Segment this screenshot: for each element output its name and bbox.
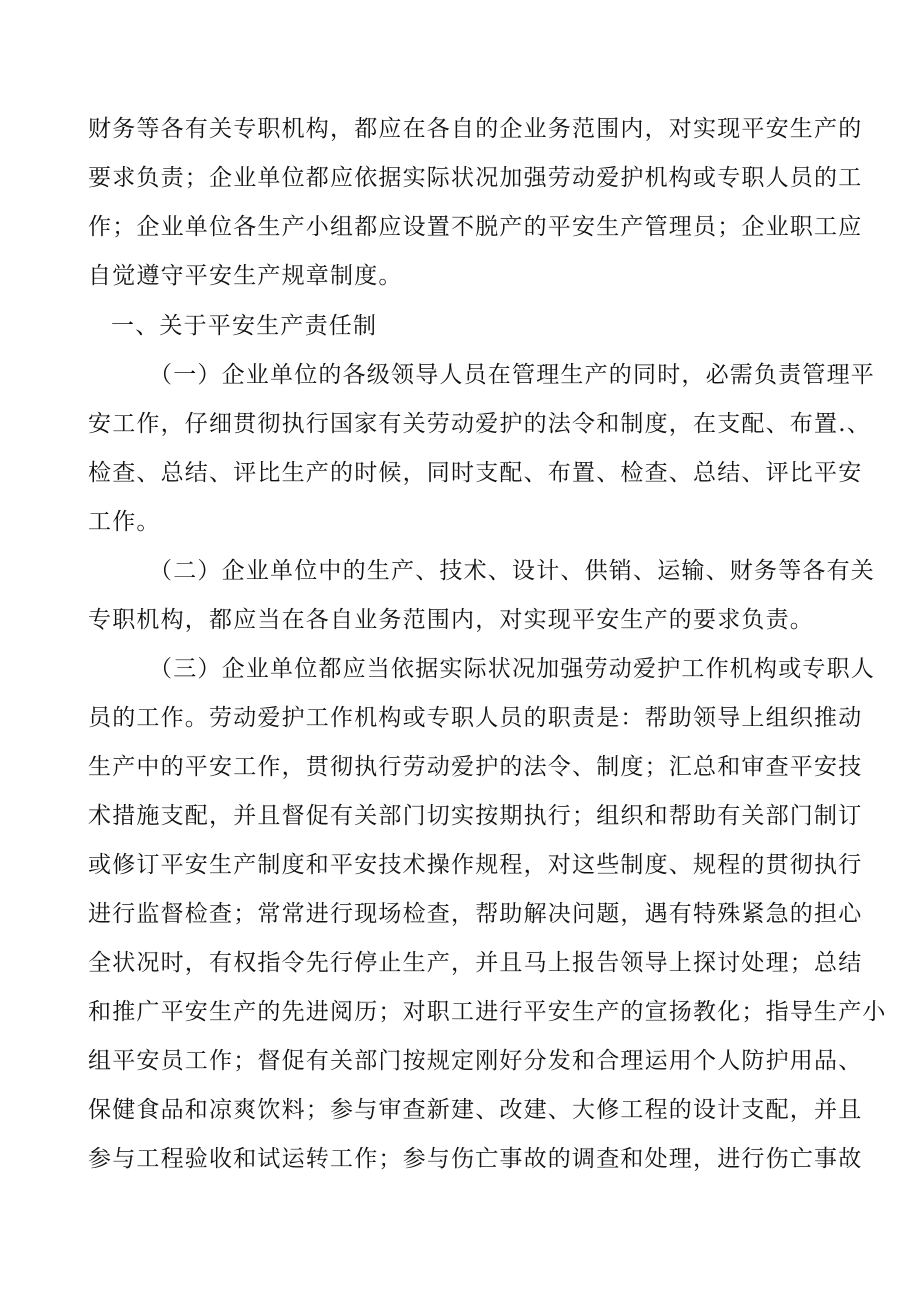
- text-line: 安工作，仔细贯彻执行国家有关劳动爱护的法令和制度，在支配、布置.、: [88, 411, 871, 437]
- text-line: 或修订平安生产制度和平安技术操作规程，对这些制度、规程的贯彻执行: [88, 852, 863, 878]
- text-line: 生产中的平安工作，贯彻执行劳动爱护的法令、制度；汇总和审查平安技: [88, 754, 863, 780]
- text-line: 作；企业单位各生产小组都应设置不脱产的平安生产管理员；企业职工应: [88, 214, 863, 240]
- text-line: 财务等各有关专职机构，都应在各自的企业务范围内，对实现平安生产的: [88, 116, 863, 142]
- text-line: 保健食品和凉爽饮料；参与审查新建、改建、大修工程的设计支配，并且: [88, 1097, 863, 1123]
- text-line: 全状况时，有权指令先行停止生产，并且马上报告领导上探讨处理；总结: [88, 950, 863, 976]
- text-line: 要求负责；企业单位都应依据实际状况加强劳动爱护机构或专职人员的工: [88, 165, 863, 191]
- text-line: 进行监督检查；常常进行现场检查，帮助解决问题，遇有特殊紧急的担心: [88, 901, 863, 927]
- text-line: 员的工作。劳动爱护工作机构或专职人员的职责是：帮助领导上组织推动: [88, 705, 863, 731]
- section-heading: 一、关于平安生产责任制: [111, 313, 378, 339]
- text-line: 自觉遵守平安生产规章制度。: [88, 263, 403, 289]
- text-line: 专职机构，都应当在各自业务范围内，对实现平安生产的要求负责。: [88, 607, 814, 633]
- text-line: 和推广平安生产的先进阅历；对职工进行平安生产的宣扬教化；指导生产小: [88, 999, 887, 1025]
- paragraph-start-line: （一）企业单位的各级领导人员在管理生产的同时，必需负责管理平: [149, 362, 875, 388]
- text-line: 术措施支配，并且督促有关部门切实按期执行；组织和帮助有关部门制订: [88, 803, 863, 829]
- paragraph-start-line: （二）企业单位中的生产、技术、设计、供销、运输、财务等各有关: [149, 558, 875, 584]
- text-line: 参与工程验收和试运转工作；参与伤亡事故的调查和处理，进行伤亡事故: [88, 1146, 863, 1172]
- text-line: 检查、总结、评比生产的时候，同时支配、布置、检查、总结、评比平安: [88, 460, 863, 486]
- text-line: 组平安员工作；督促有关部门按规定刚好分发和合理运用个人防护用品、: [88, 1048, 863, 1074]
- paragraph-start-line: （三）企业单位都应当依据实际状况加强劳动爱护工作机构或专职人: [149, 656, 875, 682]
- text-line: 工作。: [88, 509, 161, 535]
